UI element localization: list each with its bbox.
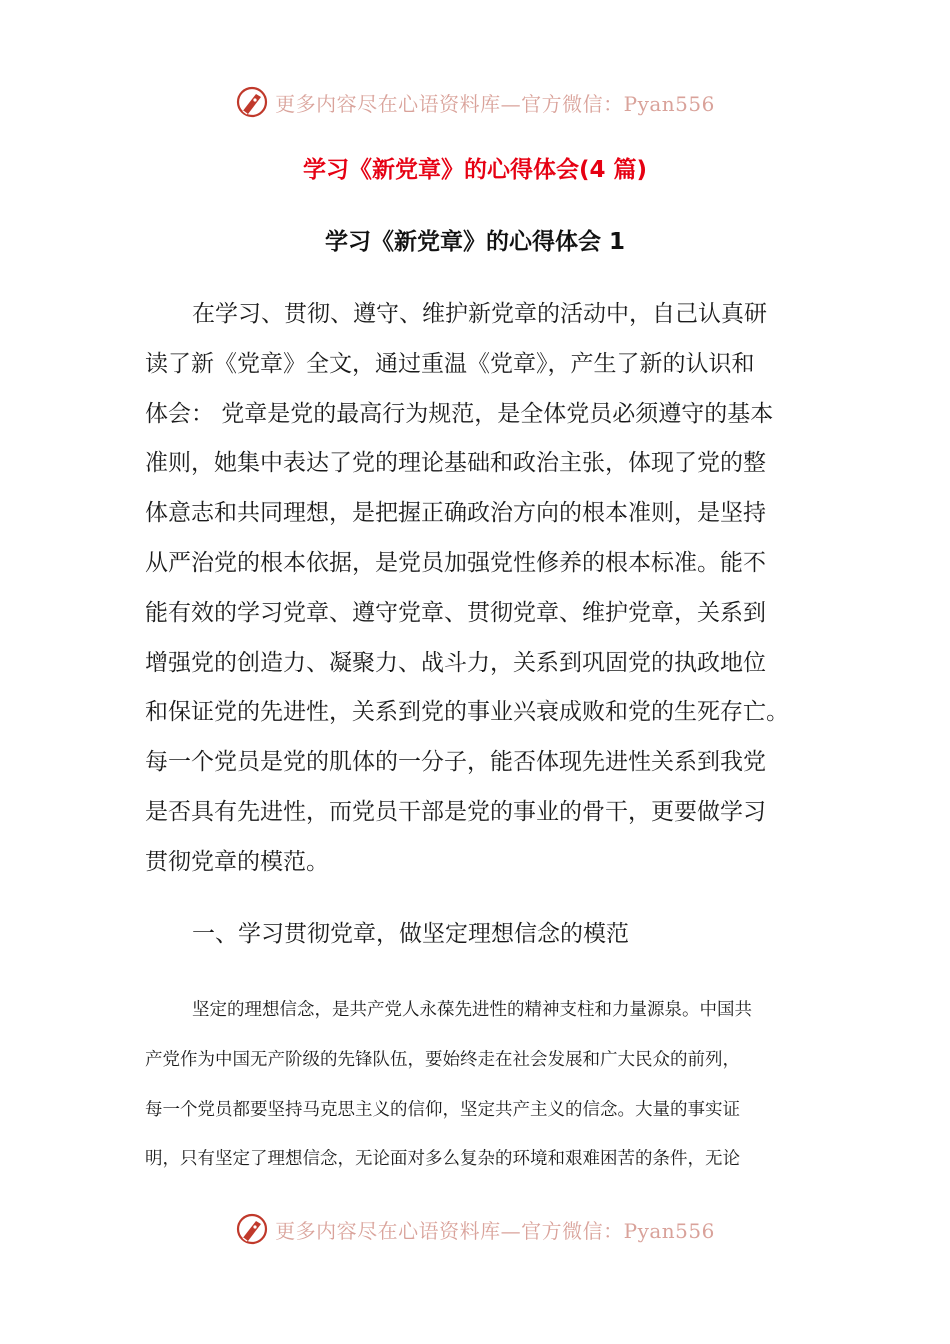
paragraph-line: 体意志和共同理想，是把握正确政治方向的根本准则，是坚持 [145, 500, 766, 527]
paragraph-line: 坚定的理想信念，是共产党人永葆先进性的精神支柱和力量源泉。中国共 [192, 1000, 752, 1020]
paragraph-line: 明，只有坚定了理想信念，无论面对多么复杂的环境和艰难困苦的条件，无论 [145, 1149, 740, 1170]
pen-nib-icon [235, 1212, 269, 1246]
paragraph-line: 在学习、贯彻、遵守、维护新党章的活动中，自己认真研 [192, 301, 767, 327]
paragraph-line: 能有效的学习党章、遵守党章、贯彻党章、维护党章，关系到 [145, 599, 766, 626]
paragraph-line: 准则，她集中表达了党的理论基础和政治主张，体现了党的整 [145, 450, 766, 477]
paragraph-line: 每一个党员都要坚持马克思主义的信仰，坚定共产主义的信念。大量的事实证 [145, 1099, 740, 1120]
paragraph-line: 和保证党的先进性，关系到党的事业兴衰成败和党的生死存亡。 [145, 699, 789, 726]
pen-nib-icon [235, 85, 269, 119]
paragraph-line: 体会： 党章是党的最高行为规范，是全体党员必须遵守的基本 [145, 400, 774, 427]
document-subtitle: 学习《新党章》的心得体会 1 [324, 229, 625, 255]
header-banner [0, 80, 950, 124]
paragraph-line: 增强党的创造力、凝聚力、战斗力，关系到巩固党的执政地位 [145, 649, 766, 676]
document-title: 学习《新党章》的心得体会(4 篇) [302, 157, 648, 183]
paragraph-line: 读了新《党章》全文，通过重温《党章》，产生了新的认识和 [145, 350, 755, 377]
paragraph-line: 产党作为中国无产阶级的先锋队伍，要始终走在社会发展和广大民众的前列， [145, 1049, 740, 1070]
banner-text: 更多内容尽在心语资料库—官方微信：Pyan556 [275, 1218, 715, 1243]
paragraph-1 [145, 290, 795, 888]
section-paragraph [145, 986, 810, 1185]
paragraph-line: 每一个党员是党的肌体的一分子，能否体现先进性关系到我党 [145, 749, 766, 776]
paragraph-line: 从严治党的根本依据，是党员加强党性修养的根本标准。能不 [145, 549, 766, 576]
footer-banner [0, 1207, 950, 1251]
paragraph-line: 是否具有先进性，而党员干部是党的事业的骨干，更要做学习 [145, 798, 766, 825]
section-heading: 一、学习贯彻党章，做坚定理想信念的模范 [192, 921, 629, 947]
banner-text: 更多内容尽在心语资料库—官方微信：Pyan556 [275, 91, 715, 116]
paragraph-line: 贯彻党章的模范。 [145, 848, 329, 875]
